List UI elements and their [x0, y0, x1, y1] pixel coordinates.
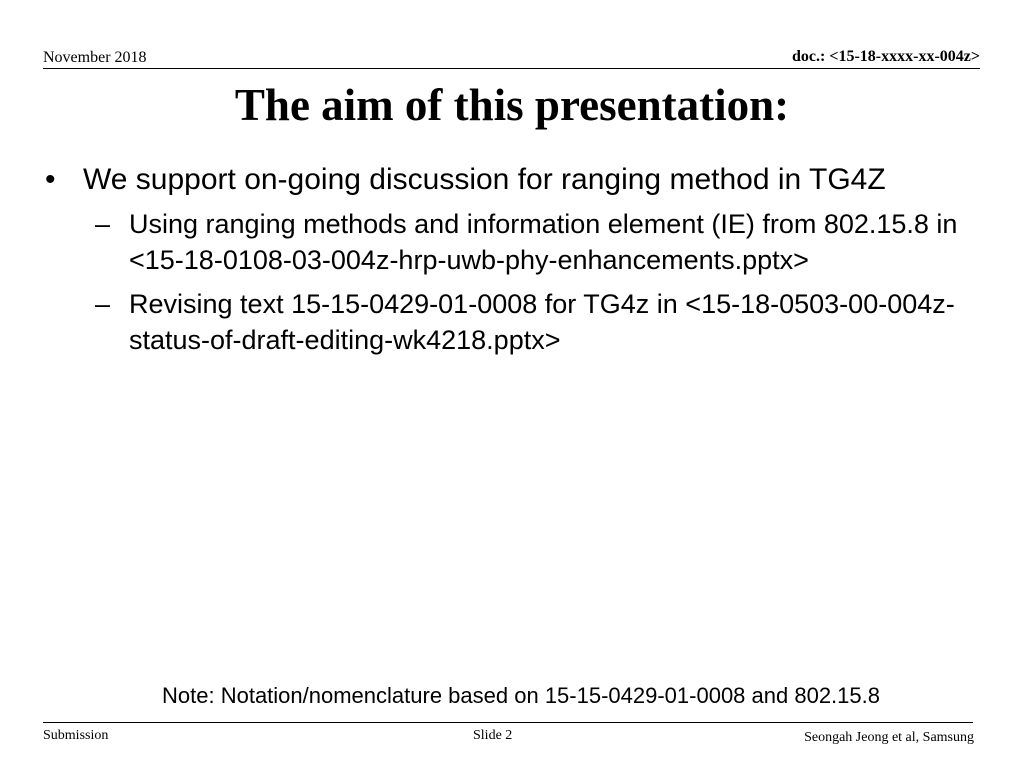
- bullet-text: We support on-going discussion for ranging method in TG4Z: [83, 163, 886, 196]
- sub-bullet-marker: –: [95, 209, 111, 239]
- sub-bullet-marker: –: [95, 289, 111, 319]
- header-doc-id: doc.: <15-18-xxxx-xx-004z>: [792, 48, 980, 65]
- bullet-marker: •: [45, 163, 56, 196]
- sub-bullet-text: Revising text 15-15-0429-01-0008 for TG4z in <15-18-0503-00-004z-status-of-draft-editing-wk4218.pptx>: [129, 289, 955, 355]
- footer-divider: [43, 722, 973, 723]
- sub-bullet-item: [83, 286, 975, 358]
- slide-note: Note: Notation/nomenclature based on 15-15-0429-01-0008 and 802.15.8: [162, 683, 880, 708]
- sub-bullet-list: [83, 206, 975, 358]
- sub-bullet-item: [83, 206, 975, 278]
- sub-bullet-text: Using ranging methods and information element (IE) from 802.15.8 in <15-18-0108-03-004z-hrp-uwb-phy-enhancements.pptx>: [129, 209, 958, 275]
- footer-author: Seongah Jeong et al, Samsung: [804, 730, 974, 745]
- slide-title: The aim of this presentation:: [234, 80, 790, 130]
- header-date: November 2018: [43, 49, 147, 66]
- footer-submission: Submission: [43, 728, 109, 743]
- header-divider: [43, 68, 980, 69]
- footer-slide-number: Slide 2: [473, 728, 513, 743]
- bullet-item: [45, 162, 975, 358]
- bullet-list: [45, 162, 975, 366]
